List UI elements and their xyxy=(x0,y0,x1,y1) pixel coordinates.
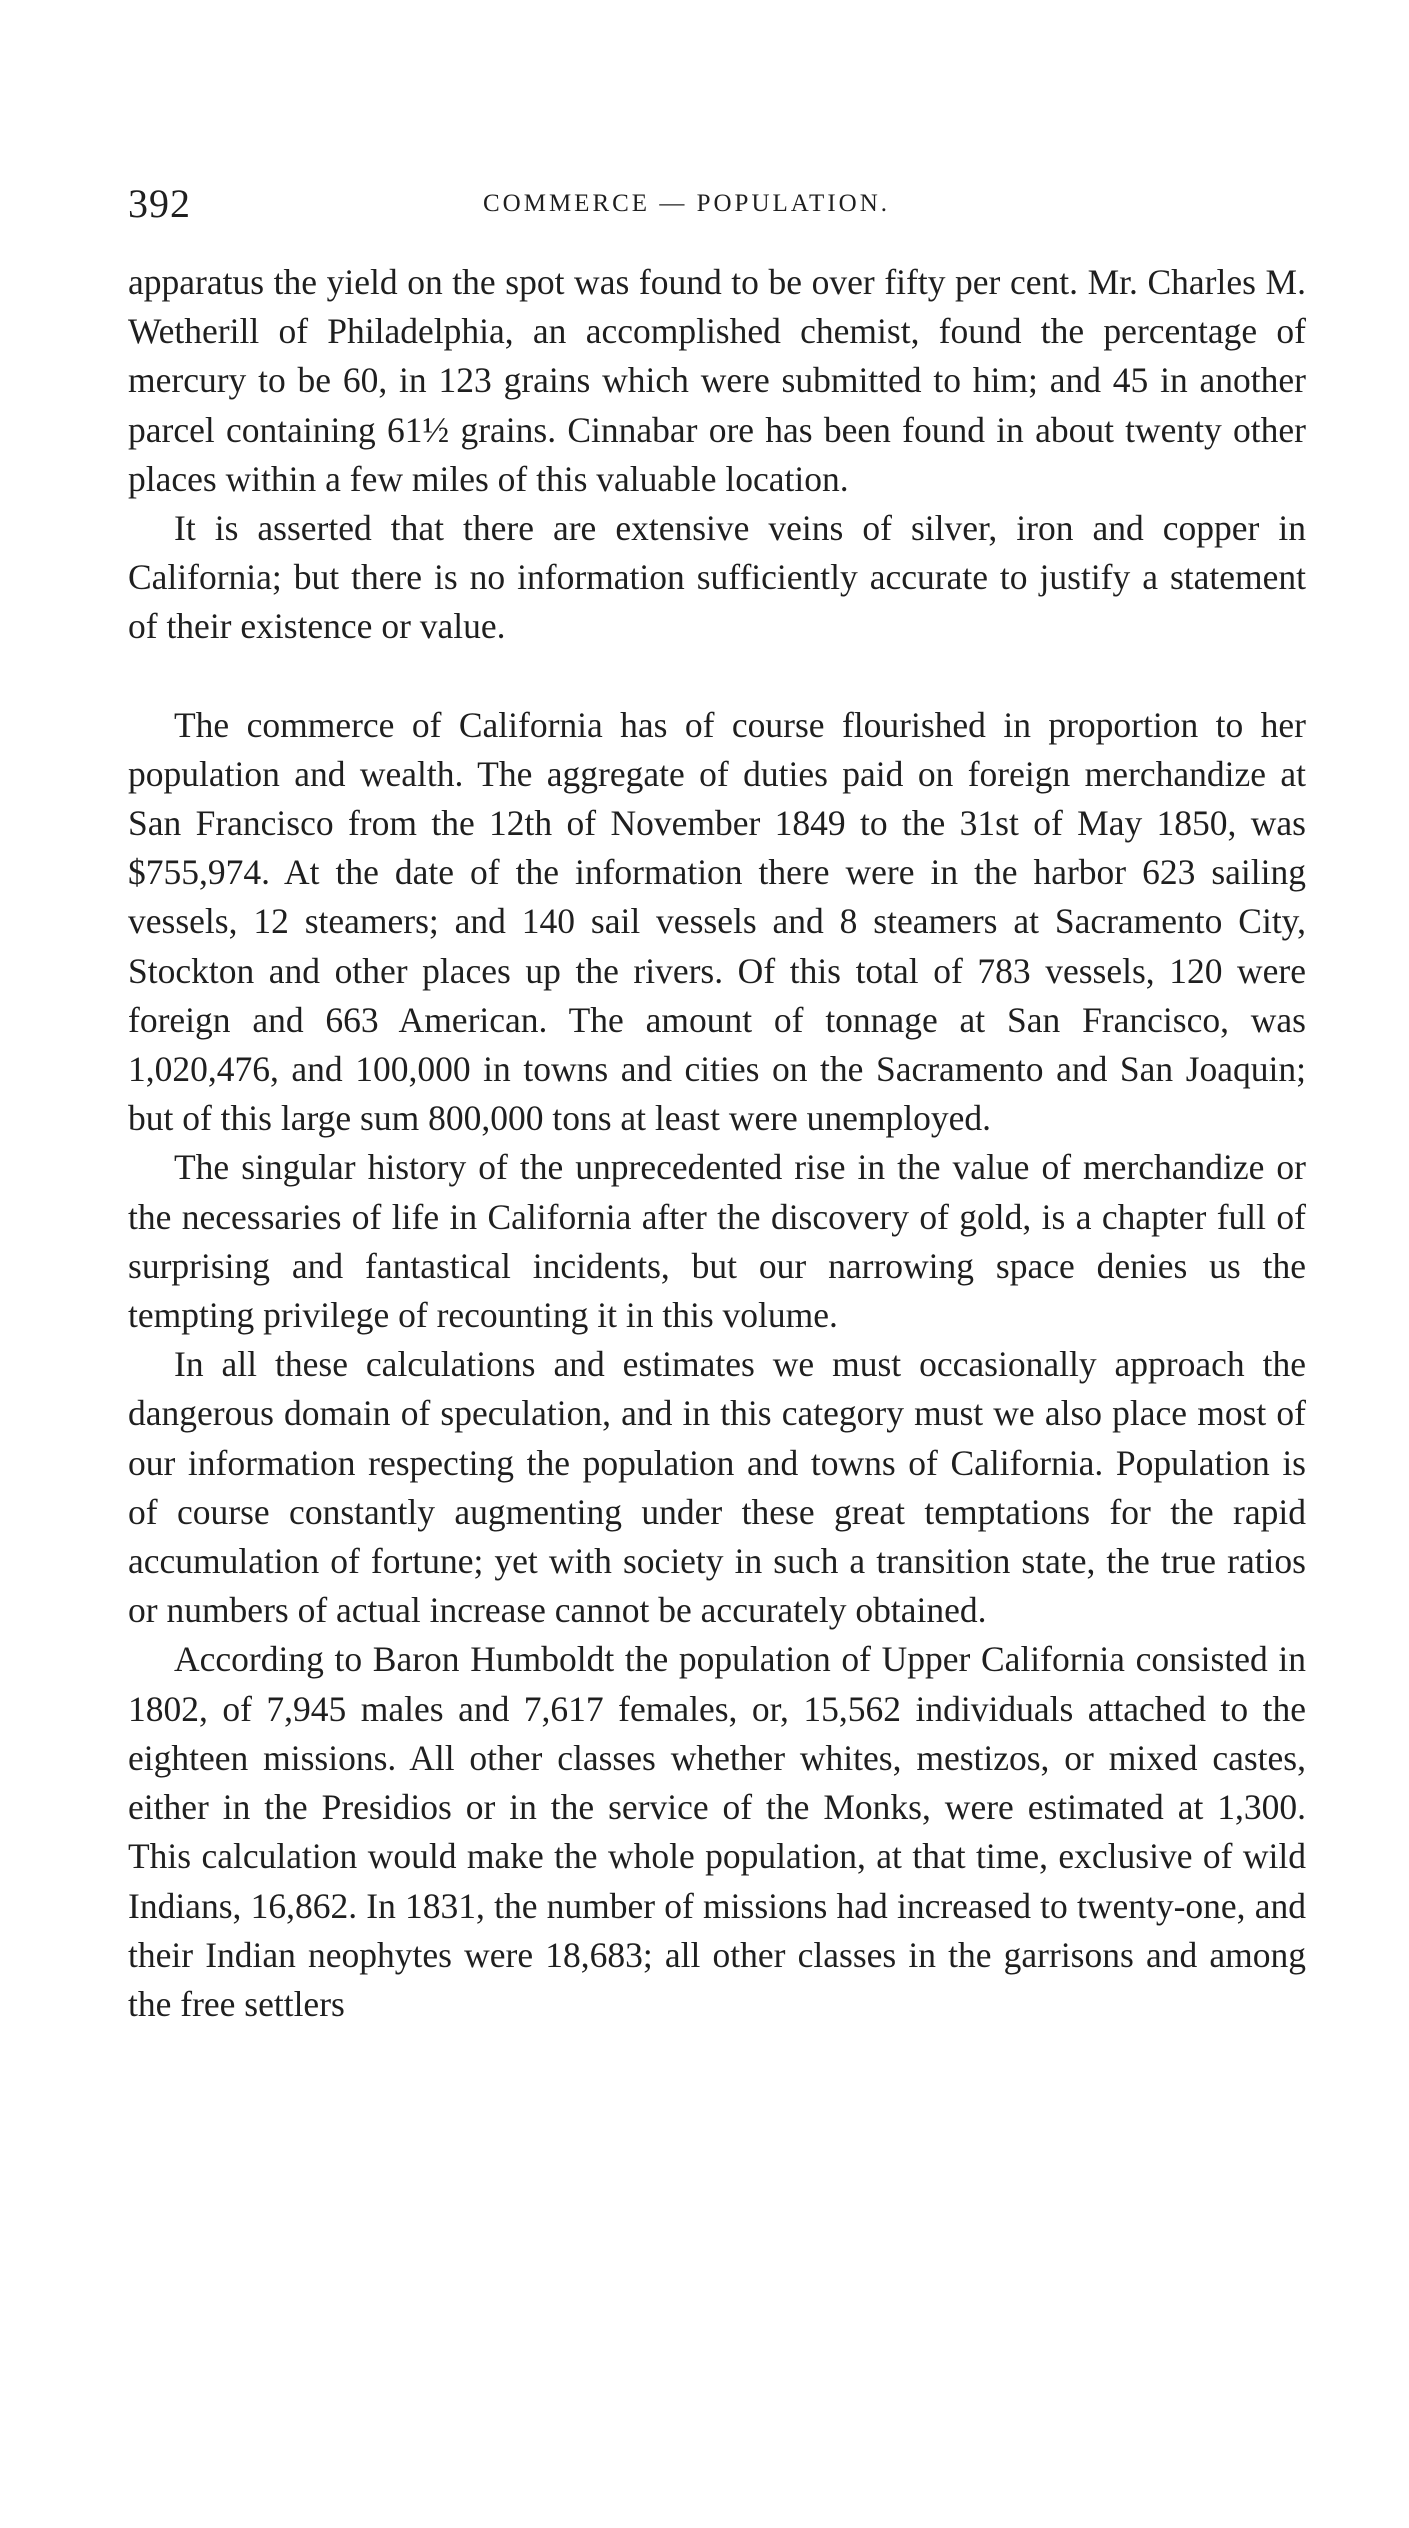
paragraph-cinnabar-continued: apparatus the yield on the spot was found to be over fifty per cent. Mr. Charles M. Wetherill of Philadelphia, an accomplished chemist, found the percentage of mercury to be 60, in 123 grains which were submitted to him; and 45 in another parcel containing 61½ grains. Cinnabar ore has been found in about twenty other places within a few miles of this valuable location. xyxy=(128,262,1306,499)
paragraph-silver-iron-copper: It is asserted that there are extensive veins of silver, iron and copper in California; but there is no information sufficiently accurate to justify a statement of their existence or value. xyxy=(128,508,1306,647)
paragraph-merchandize-prices: The singular history of the unprecedented rise in the value of merchandize or the necessaries of life in California after the discovery of gold, is a chapter full of surprising and fantastical incidents, but our narrowing space denies us the tempting privilege of recounting it in this volume. xyxy=(128,1147,1306,1336)
paragraph-humboldt-population: According to Baron Humboldt the population of Upper California consisted in 1802, of 7,945 males and 7,617 females, or, 15,562 individuals attached to the eighteen missions. All other classes whether whites, mestizos, or mixed castes, either in the Presidios or in the service of the Monks, were estimated at 1,300. This calculation would make the whole population, at that time, exclusive of wild Indians, 16,862. In 1831, the number of missions had increased to twenty-one, and their Indian neophytes were 18,683; all other classes in the garrisons and among the free settlers xyxy=(128,1639,1306,2024)
paragraph-population-estimates: In all these calculations and estimates we must occasionally approach the dangerous domain of speculation, and in this category must we also place most of our information respecting the population and towns of California. Population is of course constantly augmenting under these great temptations for the rapid accumulation of fortune; yet with society in such a transition state, the true ratios or numbers of actual increase cannot be accurately obtained. xyxy=(128,1344,1306,1631)
running-head xyxy=(128,180,1308,228)
page-number: 392 xyxy=(128,181,191,226)
body-text xyxy=(128,258,1306,2029)
paragraph-commerce: The commerce of California has of course flourished in proportion to her population and wealth. The aggregate of duties paid on foreign merchandize at San Francisco from the 12th of November 1849 to the 31st of May 1850, was $755,974. At the date of the information there were in the harbor 623 sailing vessels, 12 steamers; and 140 sail vessels and 8 steamers at Sacramento City, Stockton and other places up the rivers. Of this total of 783 vessels, 120 were foreign and 663 American. The amount of tonnage at San Francisco, was 1,020,476, and 100,000 in towns and cities on the Sacramento and San Joaquin; but of this large sum 800,000 tons at least were unemployed. xyxy=(128,704,1306,1139)
running-title: COMMERCE — POPULATION. xyxy=(483,190,891,217)
